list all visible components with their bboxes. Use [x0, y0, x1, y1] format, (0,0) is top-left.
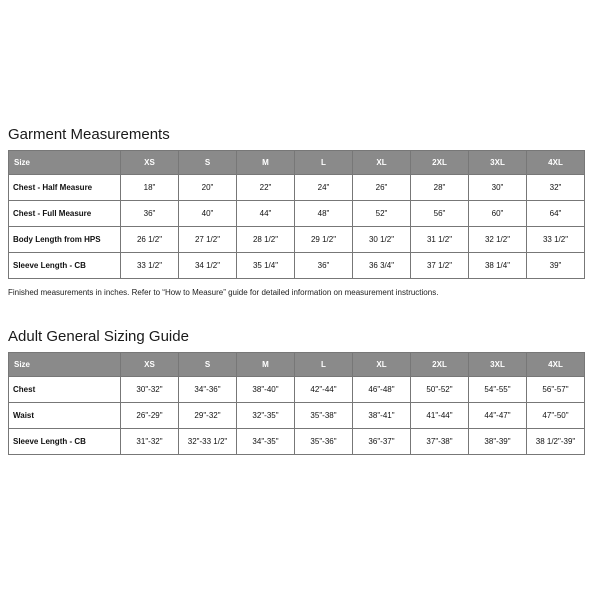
- table-cell: 27 1/2": [179, 227, 237, 253]
- size-header-xl: XL: [353, 353, 411, 377]
- size-header-m: M: [237, 151, 295, 175]
- size-header-4xl: 4XL: [527, 353, 585, 377]
- table-cell: 35 1/4": [237, 253, 295, 279]
- size-header-s: S: [179, 151, 237, 175]
- table-cell: 30"-32": [121, 377, 179, 403]
- table-cell: 37 1/2": [411, 253, 469, 279]
- table-cell: 22": [237, 175, 295, 201]
- garment-measurements-table: [8, 150, 585, 279]
- table-cell: 24": [295, 175, 353, 201]
- table-cell: 36"-37": [353, 429, 411, 455]
- table-cell: 38"-41": [353, 403, 411, 429]
- row-label: Sleeve Length - CB: [9, 429, 121, 455]
- size-header-l: L: [295, 151, 353, 175]
- size-header-l: L: [295, 353, 353, 377]
- table-cell: 54"-55": [469, 377, 527, 403]
- table-cell: 33 1/2": [121, 253, 179, 279]
- table-cell: 56": [411, 201, 469, 227]
- table-row: [9, 377, 585, 403]
- size-header-xs: XS: [121, 353, 179, 377]
- table-cell: 40": [179, 201, 237, 227]
- table-cell: 44": [237, 201, 295, 227]
- size-header-m: M: [237, 353, 295, 377]
- table-cell: 32 1/2": [469, 227, 527, 253]
- table-cell: 52": [353, 201, 411, 227]
- table-cell: 38"-40": [237, 377, 295, 403]
- table-row: [9, 201, 585, 227]
- table-cell: 36": [295, 253, 353, 279]
- table-cell: 38 1/4": [469, 253, 527, 279]
- size-header-xl: XL: [353, 151, 411, 175]
- table-row: [9, 253, 585, 279]
- size-header-3xl: 3XL: [469, 353, 527, 377]
- table-cell: 56"-57": [527, 377, 585, 403]
- garment-measurements-section: [8, 126, 585, 297]
- table-cell: 47"-50": [527, 403, 585, 429]
- size-header-2xl: 2XL: [411, 353, 469, 377]
- table-cell: 38 1/2"-39": [527, 429, 585, 455]
- table-cell: 39": [527, 253, 585, 279]
- size-header-xs: XS: [121, 151, 179, 175]
- table-cell: 20": [179, 175, 237, 201]
- table-cell: 34 1/2": [179, 253, 237, 279]
- table-cell: 34"-36": [179, 377, 237, 403]
- row-label: Chest - Full Measure: [9, 201, 121, 227]
- size-header-3xl: 3XL: [469, 151, 527, 175]
- table-cell: 29"-32": [179, 403, 237, 429]
- size-header-label: Size: [9, 353, 121, 377]
- table-cell: 48": [295, 201, 353, 227]
- table-row: [9, 429, 585, 455]
- adult-sizing-guide-table: [8, 352, 585, 455]
- table-cell: 28 1/2": [237, 227, 295, 253]
- table-cell: 60": [469, 201, 527, 227]
- size-header-label: Size: [9, 151, 121, 175]
- size-header-4xl: 4XL: [527, 151, 585, 175]
- table-cell: 34"-35": [237, 429, 295, 455]
- table-cell: 36": [121, 201, 179, 227]
- table-cell: 29 1/2": [295, 227, 353, 253]
- table-cell: 26": [353, 175, 411, 201]
- table-row: [9, 227, 585, 253]
- table-cell: 32"-35": [237, 403, 295, 429]
- table-row: [9, 175, 585, 201]
- table-cell: 35"-38": [295, 403, 353, 429]
- table-cell: 30": [469, 175, 527, 201]
- table-cell: 36 3/4": [353, 253, 411, 279]
- table-cell: 37"-38": [411, 429, 469, 455]
- table-cell: 46"-48": [353, 377, 411, 403]
- table-cell: 26"-29": [121, 403, 179, 429]
- table-cell: 26 1/2": [121, 227, 179, 253]
- table-cell: 18": [121, 175, 179, 201]
- row-label: Chest - Half Measure: [9, 175, 121, 201]
- table-cell: 41"-44": [411, 403, 469, 429]
- table-cell: 30 1/2": [353, 227, 411, 253]
- row-label: Sleeve Length - CB: [9, 253, 121, 279]
- row-label: Waist: [9, 403, 121, 429]
- table-cell: 31"-32": [121, 429, 179, 455]
- table-cell: 44"-47": [469, 403, 527, 429]
- table-cell: 32"-33 1/2": [179, 429, 237, 455]
- table-cell: 50"-52": [411, 377, 469, 403]
- table-header-row: [9, 151, 585, 175]
- table-cell: 33 1/2": [527, 227, 585, 253]
- table-cell: 31 1/2": [411, 227, 469, 253]
- garment-measurements-title: Garment Measurements: [8, 126, 170, 143]
- table-row: [9, 403, 585, 429]
- size-header-2xl: 2XL: [411, 151, 469, 175]
- row-label: Body Length from HPS: [9, 227, 121, 253]
- row-label: Chest: [9, 377, 121, 403]
- size-header-s: S: [179, 353, 237, 377]
- table-cell: 64": [527, 201, 585, 227]
- adult-sizing-guide-title: Adult General Sizing Guide: [8, 328, 189, 345]
- table-cell: 38"-39": [469, 429, 527, 455]
- table-cell: 42"-44": [295, 377, 353, 403]
- table-cell: 28": [411, 175, 469, 201]
- table-cell: 35"-36": [295, 429, 353, 455]
- table-header-row: [9, 353, 585, 377]
- adult-sizing-guide-section: [8, 328, 585, 455]
- table-cell: 32": [527, 175, 585, 201]
- measurement-footnote: Finished measurements in inches. Refer to “How to Measure” guide for detailed information on measurement instructions.: [8, 288, 439, 297]
